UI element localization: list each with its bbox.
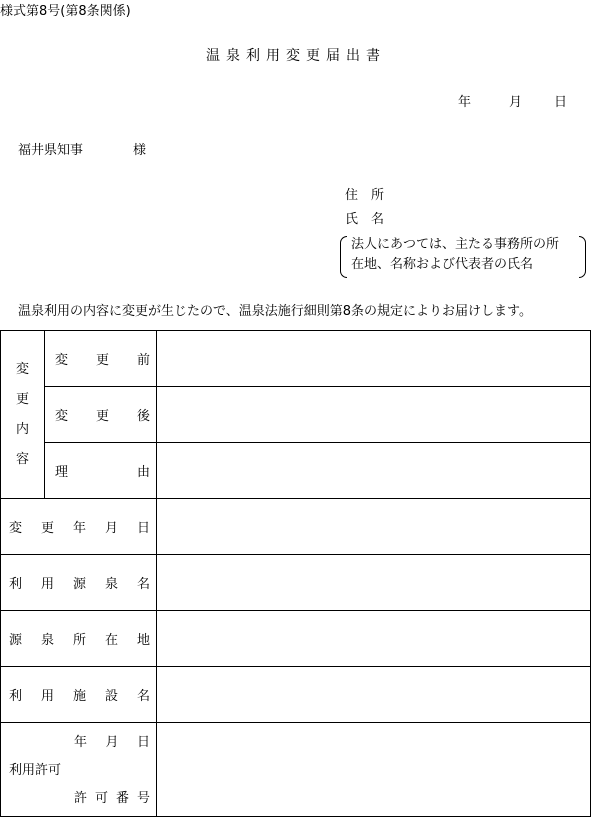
table-row: [1, 443, 591, 499]
table-row: [1, 667, 591, 723]
address-label: 住 所: [345, 188, 385, 203]
change-details-table: [0, 330, 591, 817]
honorific: 様: [133, 143, 147, 158]
date-year-label: 年: [458, 95, 472, 110]
after-change-label: 変 更 後: [45, 387, 157, 443]
permit-date-label: 年 月 日: [74, 735, 150, 750]
reason-field[interactable]: [157, 443, 591, 499]
note-left-bracket: [340, 236, 347, 278]
date-day-label: 日: [554, 95, 568, 110]
permit-number-label: 許 可 番 号: [74, 791, 150, 806]
change-content-group-label: [1, 331, 45, 499]
table-row: [1, 723, 591, 817]
group-label-char: 内: [15, 421, 29, 437]
table-row: [1, 331, 591, 387]
source-location-field[interactable]: [157, 611, 591, 667]
group-label-char: 変: [15, 361, 29, 377]
form-number: 様式第8号(第8条関係): [0, 4, 131, 19]
before-change-label: 変 更 前: [45, 331, 157, 387]
permit-main-label: 利用許可: [9, 763, 62, 778]
table-row: [1, 387, 591, 443]
corporation-note-line1: 法人にあつては、主たる事務所の所: [351, 237, 560, 252]
group-label-char: 更: [15, 391, 29, 407]
addressee: [18, 139, 146, 158]
corporation-note: [351, 235, 559, 275]
group-label-char: 容: [15, 451, 29, 467]
submission-date: [458, 91, 567, 110]
source-name-field[interactable]: [157, 555, 591, 611]
change-date-label: 変 更 年 月 日: [1, 499, 157, 555]
corporation-note-line2: 在地、名称および代表者の氏名: [351, 257, 534, 272]
document-title: 温泉利用変更届出書: [206, 48, 386, 64]
reason-label: 理 由: [45, 443, 157, 499]
usage-permit-field[interactable]: [157, 723, 591, 817]
note-right-bracket: [579, 236, 586, 278]
name-label: 氏 名: [345, 212, 385, 227]
applicant-block: [345, 184, 384, 232]
facility-name-label: 利 用 施 設 名: [1, 667, 157, 723]
facility-name-field[interactable]: [157, 667, 591, 723]
date-month-label: 月: [509, 95, 523, 110]
source-name-label: 利 用 源 泉 名: [1, 555, 157, 611]
table-row: [1, 499, 591, 555]
before-change-field[interactable]: [157, 331, 591, 387]
after-change-field[interactable]: [157, 387, 591, 443]
table-row: [1, 611, 591, 667]
statement-text: 温泉利用の内容に変更が生じたので、温泉法施行細則第8条の規定によりお届けします。: [18, 304, 532, 319]
usage-permit-label: [1, 723, 157, 817]
change-date-field[interactable]: [157, 499, 591, 555]
addressee-name: 福井県知事: [18, 143, 84, 158]
table-row: [1, 555, 591, 611]
source-location-label: 源 泉 所 在 地: [1, 611, 157, 667]
